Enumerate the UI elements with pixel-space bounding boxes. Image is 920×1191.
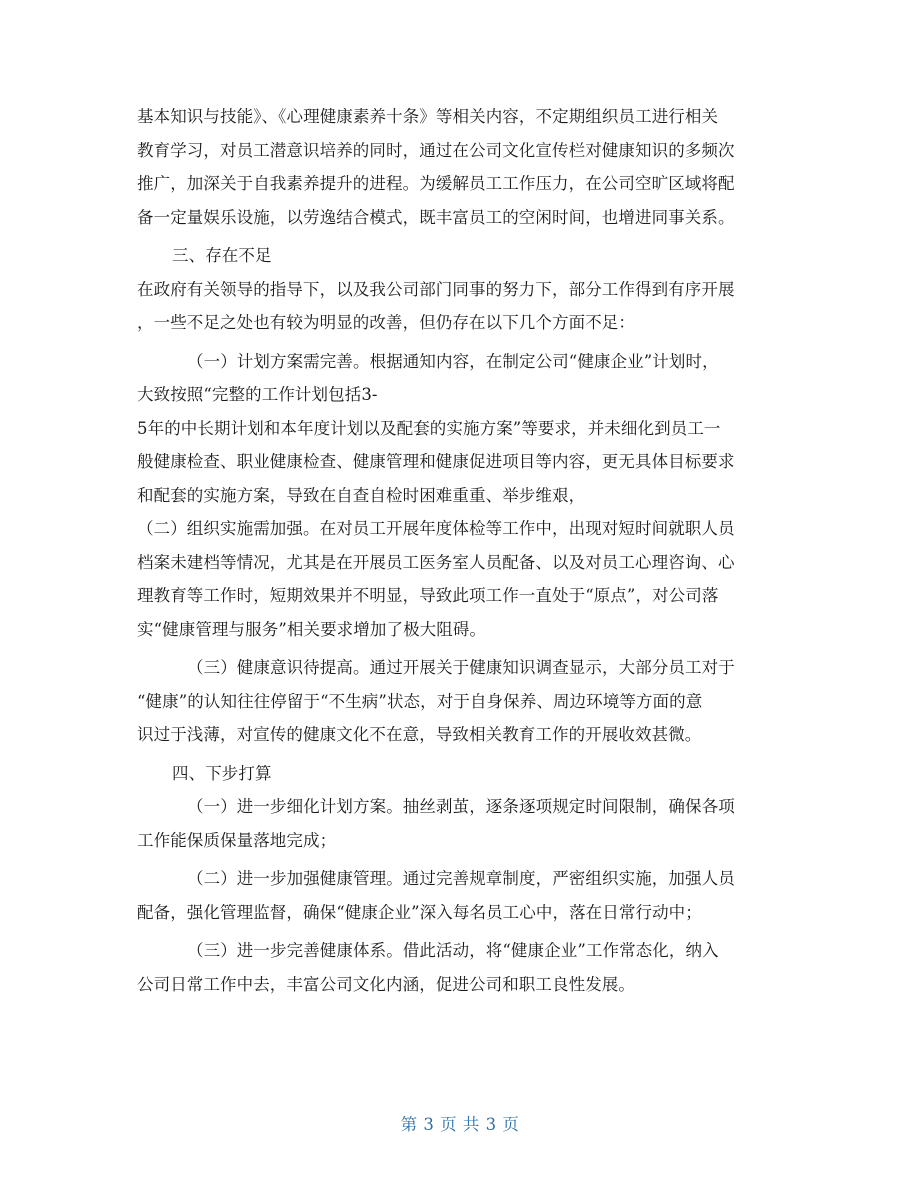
body-line: 识过于浅薄，对宣传的健康文化不在意，导致相关教育工作的开展收效甚微。 [137,725,702,744]
body-line: ，一些不足之处也有较为明显的改善，但仍存在以下几个方面不足： [137,313,635,332]
body-line: 公司日常工作中去，丰富公司文化内涵，促进公司和职工良性发展。 [137,974,635,994]
body-line: 工作能保质保量落地完成； [137,830,337,850]
body-line: 教育学习，对员工潜意识培养的同时，通过在公司文化宣传栏对健康知识的多频次 [137,140,735,160]
body-line: 基本知识与技能》、《心理健康素养十条》等相关内容，不定期组织员工进行相关 [137,107,719,126]
body-line: “健康”的认知往往停留于“不生病”状态，对于自身保养、周边环境等方面的意 [137,691,703,711]
body-line: 理教育等工作时，短期效果并不明显，导致此项工作一直处于“原点”，对公司落 [137,586,719,605]
body-line: 备一定量娱乐设施，以劳逸结合模式，既丰富员工的空闲时间，也增进同事关系。 [137,207,735,227]
page-label-suffix: 页 [502,1115,520,1134]
body-line: 档案未建档等情况，尤其是在开展员工医务室人员配备、以及对员工心理咨询、心 [137,552,735,572]
body-line: 大致按照“完整的工作计划包括3- [137,385,378,404]
body-line: （三）进一步完善健康体系。借此活动，将“健康企业”工作常态化，纳入 [187,941,719,960]
body-line: 5年的中长期计划和本年度计划以及配套的实施方案”等要求，并未细化到员工一 [137,418,721,438]
body-line: （二）进一步加强健康管理。通过完善规章制度，严密组织实施，加强人员 [187,869,735,888]
body-line: 配备，强化管理监督，确保“健康企业”深入每名员工心中，落在日常行动中； [137,902,702,922]
page-label-prefix: 第 [400,1115,418,1134]
body-line: 在政府有关领导的指导下，以及我公司部门同事的努力下，部分工作得到有序开展 [137,279,735,299]
body-line: （一）计划方案需完善。根据通知内容，在制定公司“健康企业”计划时， [187,351,719,371]
body-line: 般健康检查、职业健康检查、健康管理和健康促进项目等内容，更无具体目标要求 [137,452,735,471]
body-line: 和配套的实施方案，导致在自查自检时困难重重、举步维艰， [137,485,586,505]
section-heading-shortcomings: 三、存在不足 [172,246,272,265]
total-pages-number: 3 [485,1115,497,1134]
document-body [137,100,787,1001]
body-line: 推广，加深关于自我素养提升的进程。为缓解员工工作压力，在公司空旷区域将配 [137,174,735,193]
current-page-number: 3 [423,1115,435,1134]
section-heading-next-steps: 四、下步打算 [172,763,272,783]
page-footer [0,1111,920,1135]
body-line: 实“健康管理与服务”相关要求增加了极大阻碍。 [137,619,487,639]
body-line: （一）进一步细化计划方案。抽丝剥茧，逐条逐项规定时间限制，确保各项 [187,797,735,816]
body-line: （三）健康意识待提高。通过开展关于健康知识调查显示，大部分员工对于 [187,658,735,677]
body-line: （二）组织实施需加强。在对员工开展年度体检等工作中，出现对短时间就职人员 [137,519,735,538]
page-label-mid: 页 共 [440,1115,480,1134]
